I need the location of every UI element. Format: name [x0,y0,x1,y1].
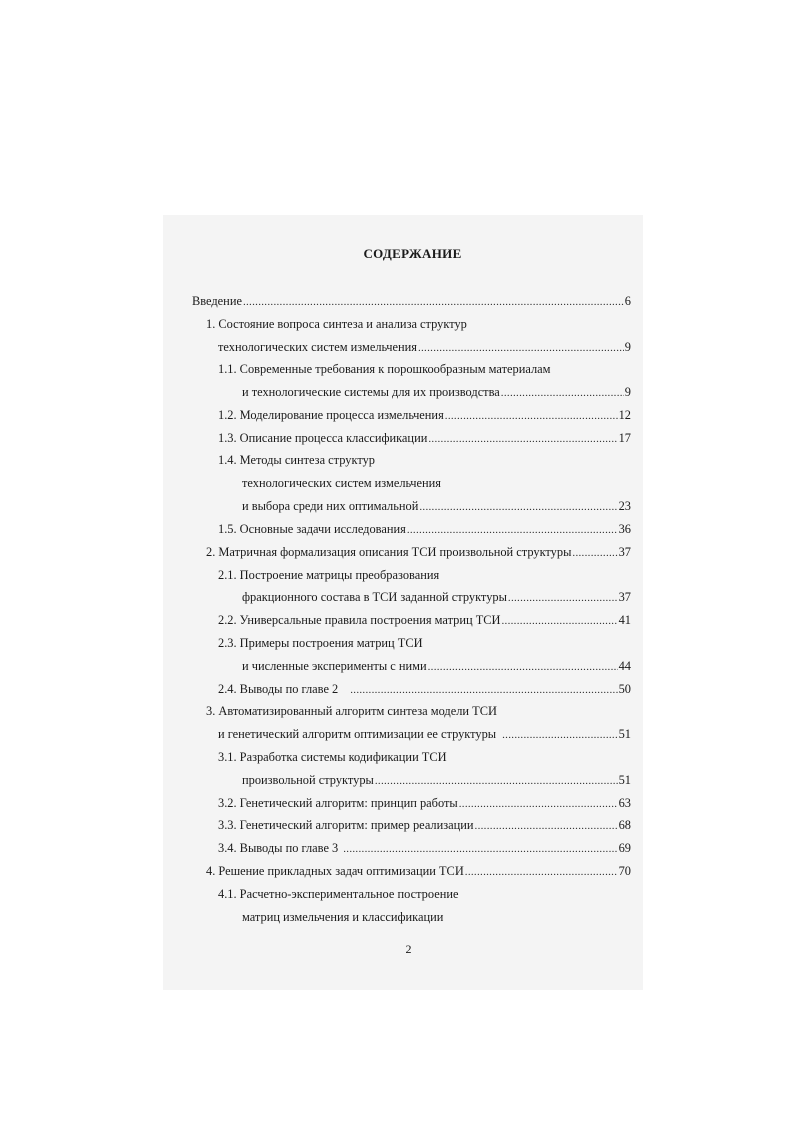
dot-leader [418,341,624,356]
toc-entry-3-2[interactable]: 3.2. Генетический алгоритм: принцип работы ..... 63 [218,796,631,812]
page-ref: 37 [618,590,631,604]
toc-entry-3-3[interactable]: 3.3. Генетический алгоритм: пример реализации ..... 68 [218,818,631,834]
dot-leader [475,819,618,834]
page-ref: 23 [618,499,631,513]
toc-entry-1-2[interactable]: 1.2. Моделирование процесса измельчения ..... 12 [218,408,631,424]
dot-leader [428,660,618,675]
toc-entry-chapter-3[interactable]: 3. Автоматизированный алгоритм синтеза модели ТСИ [206,704,497,718]
toc-entry-1-1[interactable]: 1.1. Современные требования к порошкообразным материалам [218,362,551,376]
page-ref: 68 [618,818,631,832]
dot-leader [375,774,618,789]
toc-entry-1-5[interactable]: 1.5. Основные задачи исследования ..... 36 [218,522,631,538]
toc-entry-2-1[interactable]: 2.1. Построение матрицы преобразования [218,568,440,582]
page-ref: 36 [618,522,631,536]
dot-leader [419,500,617,515]
dot-leader [243,295,624,310]
page-ref: 9 [624,385,631,399]
toc-entry-3-1[interactable]: 3.1. Разработка системы кодификации ТСИ [218,750,447,764]
page-ref: 50 [618,682,631,696]
page-ref: 70 [618,864,631,878]
dot-leader [501,386,624,401]
page-ref: 51 [618,727,631,741]
toc-entry-1-3[interactable]: 1.3. Описание процесса классификации ..... 17 [218,431,631,447]
toc-entry-1-1-cont[interactable]: и технологические системы для их производства ..... 9 [242,385,631,401]
toc-entry-2-4[interactable]: 2.4. Выводы по главе 2 ..... 50 [218,682,631,698]
dot-leader [508,591,618,606]
toc-entry-2-3[interactable]: 2.3. Примеры построения матриц ТСИ [218,636,423,650]
toc-entry-4-1[interactable]: 4.1. Расчетно-экспериментальное построение [218,887,459,901]
dot-leader [459,797,618,812]
dot-leader [343,842,617,857]
toc-entry-chapter-2[interactable]: 2. Матричная формализация описания ТСИ произвольной структуры ..... 37 [206,545,631,561]
toc-entry-4-1-cont[interactable]: матриц измельчения и классификации [242,910,444,924]
page-ref: 12 [618,408,631,422]
toc-entry-introduction[interactable]: Введение ..... 6 [192,294,631,310]
dot-leader [502,728,617,743]
page-ref: 9 [624,340,631,354]
dot-leader [501,614,617,629]
dot-leader [445,409,618,424]
dot-leader [407,523,618,538]
toc-entry-2-1-cont[interactable]: фракционного состава в ТСИ заданной структуры ..... 37 [242,590,631,606]
toc-entry-chapter-4[interactable]: 4. Решение прикладных задач оптимизации ТСИ ..... 70 [206,864,631,880]
dot-leader [428,432,617,447]
dot-leader [465,865,618,880]
toc-entry-1-4[interactable]: 1.4. Методы синтеза структур [218,453,375,467]
toc-entry-3-1-cont[interactable]: произвольной структуры ..... 51 [242,773,631,789]
page-ref: 37 [618,545,631,559]
toc-entry-chapter-1-cont[interactable]: технологических систем измельчения ..... 9 [218,340,631,356]
page-ref: 41 [618,613,631,627]
page-ref: 6 [624,294,631,308]
toc-entry-3-4[interactable]: 3.4. Выводы по главе 3 ..... 69 [218,841,631,857]
toc-entry-1-4-cont2[interactable]: и выбора среди них оптимальной ..... 23 [242,499,631,515]
dot-leader [350,683,617,698]
toc-entry-1-4-cont[interactable]: технологических систем измельчения [242,476,441,490]
page-ref: 44 [618,659,631,673]
dot-leader [572,546,617,561]
toc-title: СОДЕРЖАНИЕ [363,246,462,261]
page-ref: 17 [618,431,631,445]
page-ref: 63 [618,796,631,810]
page-ref: 51 [618,773,631,787]
toc-entry-chapter-1[interactable]: 1. Состояние вопроса синтеза и анализа структур [206,317,467,331]
page-number: 2 [405,942,412,956]
toc-entry-chapter-3-cont[interactable]: и генетический алгоритм оптимизации ее структуры ..... 51 [218,727,631,743]
page-ref: 69 [618,841,631,855]
toc-entry-2-3-cont[interactable]: и численные эксперименты с ними ..... 44 [242,659,631,675]
toc-entry-2-2[interactable]: 2.2. Универсальные правила построения матриц ТСИ ..... 41 [218,613,631,629]
